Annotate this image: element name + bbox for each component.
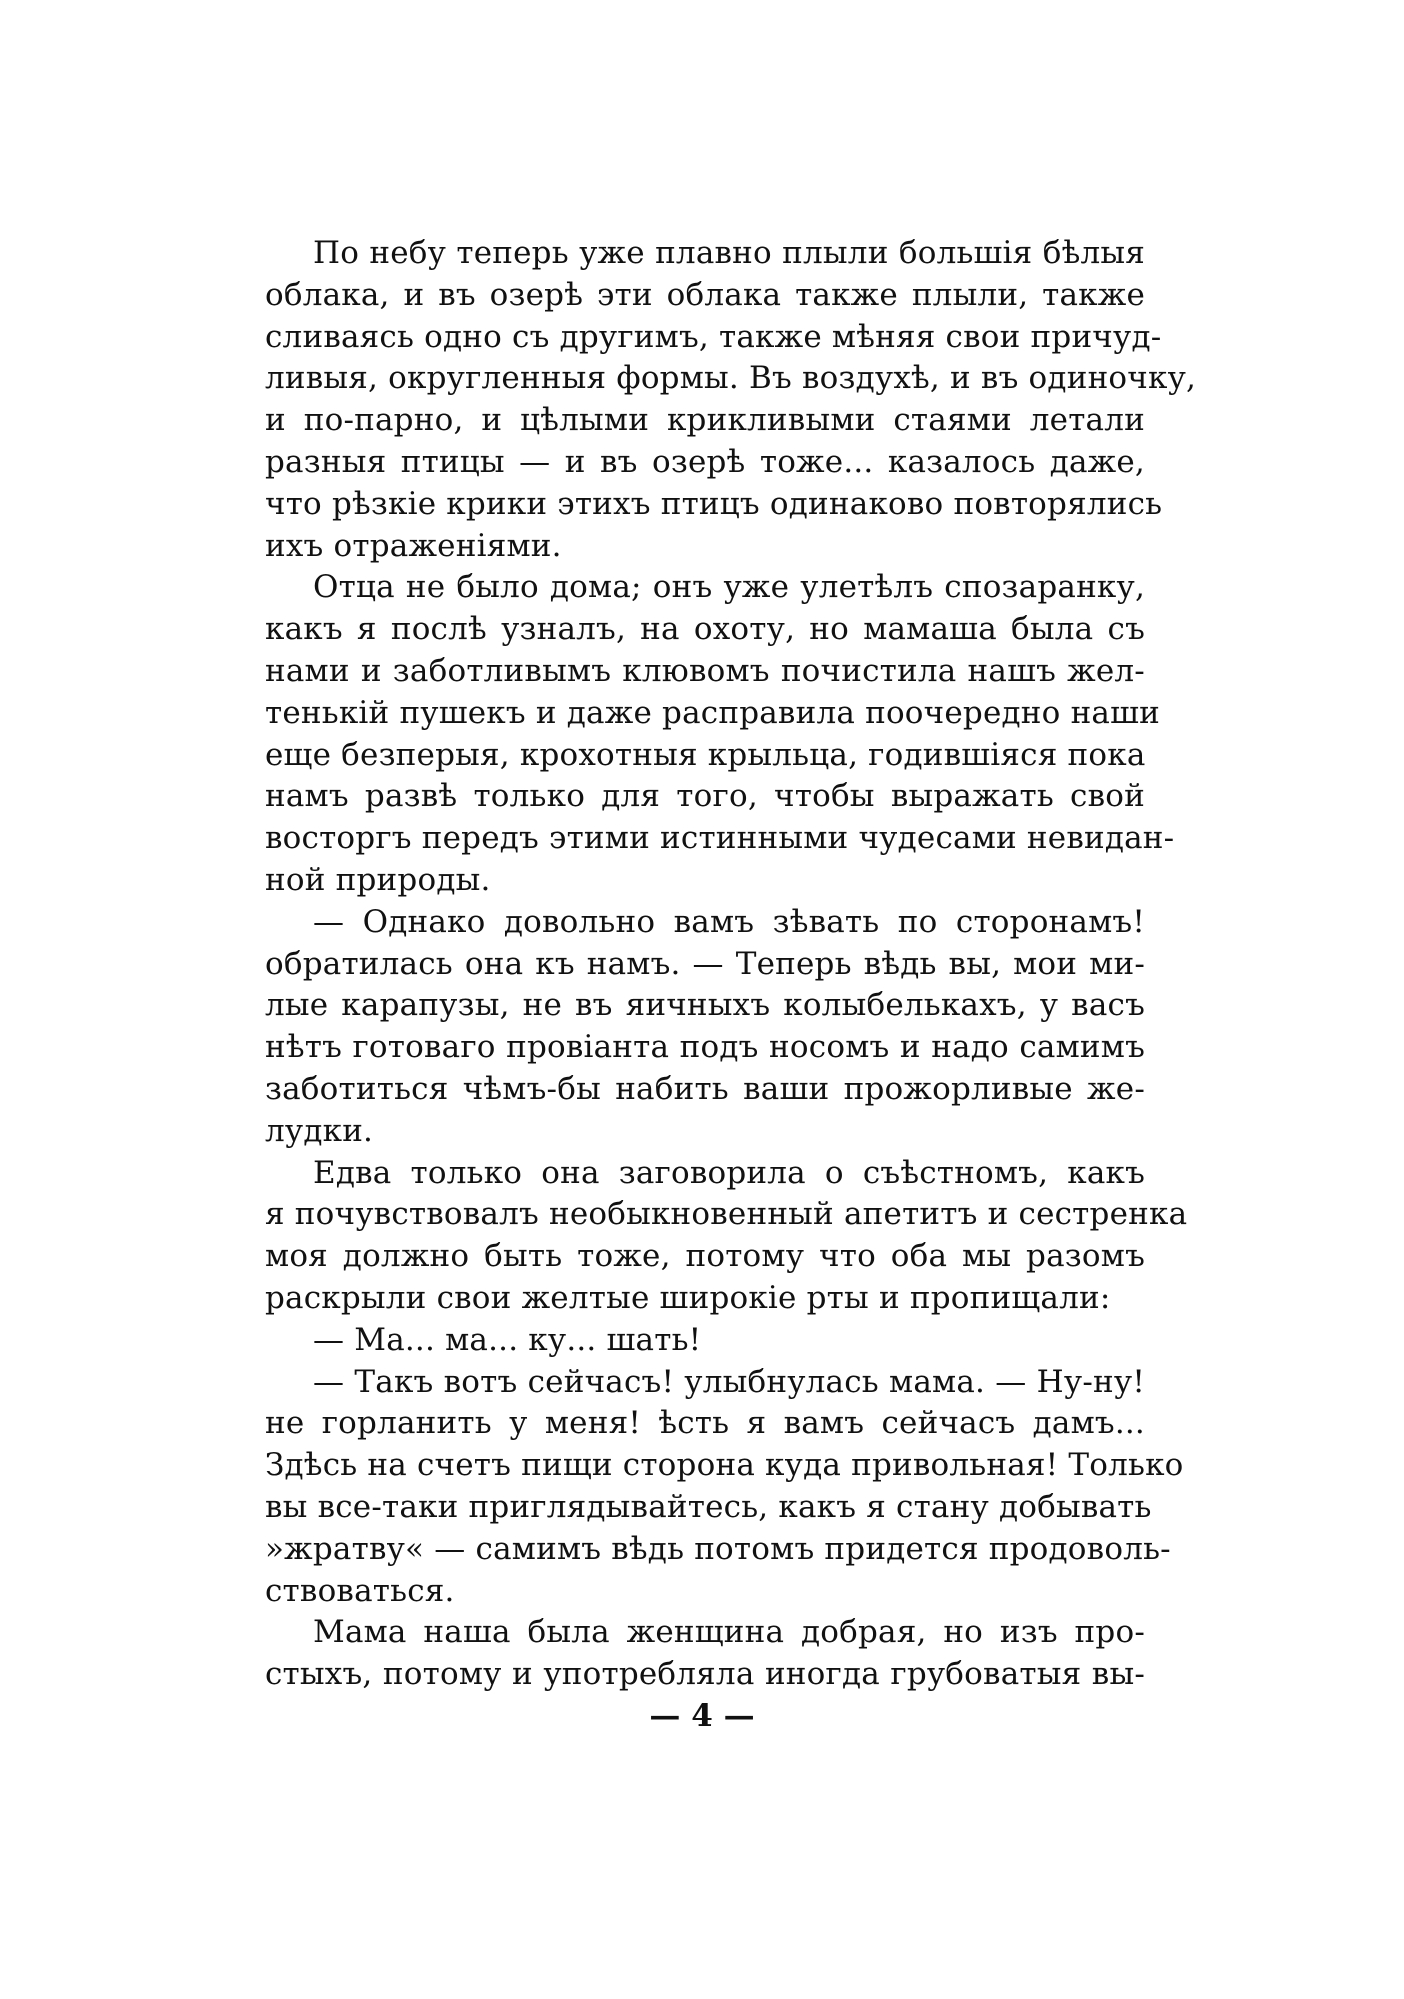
text-line: моя должно быть тоже, потому что оба мы разомъ xyxy=(265,1238,1145,1275)
text-line: облака, и въ озерѣ эти облака также плыли, также xyxy=(265,276,1145,313)
text-line: восторгъ передъ этими истинными чудесами невидан- xyxy=(265,820,1175,857)
text-line: ихъ отраженіями. xyxy=(265,527,562,564)
text-line: Здѣсь на счетъ пищи сторона куда привольная! Только xyxy=(265,1447,1184,1484)
text-line: По небу теперь уже плавно плыли большія бѣлыя xyxy=(313,235,1145,271)
text-line: еще безперыя, крохотныя крыльца, годившіяся пока xyxy=(265,736,1146,773)
text-line: лудки. xyxy=(265,1112,374,1149)
text-line: лые карапузы, не въ яичныхъ колыбелькахъ, у васъ xyxy=(265,987,1145,1024)
text-line: — Такъ вотъ сейчасъ! улыбнулась мама. — Ну-ну! xyxy=(313,1363,1145,1400)
text-line: ной природы. xyxy=(265,861,491,898)
text-line: заботиться чѣмъ-бы набить ваши прожорливые же- xyxy=(265,1070,1145,1107)
text-line: намъ развѣ только для того, чтобы выражать свой xyxy=(265,778,1145,815)
text-line: не горланить у меня! ѣсть я вамъ сейчасъ дамъ... xyxy=(265,1405,1145,1442)
text-line: ствоваться. xyxy=(265,1572,455,1609)
text-line: обратилась она къ намъ. — Теперь вѣдь вы, мои ми- xyxy=(265,945,1145,982)
text-line: »жратву« — самимъ вѣдь потомъ придется продоволь- xyxy=(265,1530,1171,1567)
text-line: Отца не было дома; онъ уже улетѣлъ спозаранку, xyxy=(313,569,1145,606)
text-line: нами и заботливымъ клювомъ почистила нашъ жел- xyxy=(265,652,1145,689)
page-number: — 4 — xyxy=(649,1698,755,1734)
text-line: — Ма... ма... ку... шать! xyxy=(313,1321,702,1358)
text-line: Мама наша была женщина добрая, но изъ про- xyxy=(313,1614,1145,1651)
body-text xyxy=(265,233,1197,1696)
text-line: стыхъ, потому и употребляла иногда грубоватыя вы- xyxy=(265,1656,1145,1693)
text-line: какъ я послѣ узналъ, на охоту, но мамаша была съ xyxy=(265,611,1145,648)
text-line: тенькій пушекъ и даже расправила поочередно наши xyxy=(265,694,1160,731)
text-line: и по-парно, и цѣлыми крикливыми стаями летали xyxy=(265,402,1145,439)
text-line: Едва только она заговорила о съѣстномъ, какъ xyxy=(313,1154,1145,1191)
text-line: что рѣзкіе крики этихъ птицъ одинаково повторялись xyxy=(265,485,1163,522)
text-line: ливыя, округленныя формы. Въ воздухѣ, и въ одиночку, xyxy=(265,360,1197,397)
text-line: сливаясь одно съ другимъ, также мѣняя свои причуд- xyxy=(265,318,1162,355)
text-line: вы все-таки приглядывайтесь, какъ я стану добывать xyxy=(265,1488,1152,1525)
text-line: нѣтъ готоваго провіанта подъ носомъ и надо самимъ xyxy=(265,1029,1145,1066)
text-line: раскрыли свои желтые широкіе рты и пропищали: xyxy=(265,1279,1111,1316)
text-line: — Однако довольно вамъ зѣвать по сторонамъ! xyxy=(313,903,1145,940)
text-line: я почувствовалъ необыкновенный апетитъ и сестренка xyxy=(265,1196,1188,1233)
text-line: разныя птицы — и въ озерѣ тоже... казалось даже, xyxy=(265,443,1145,480)
